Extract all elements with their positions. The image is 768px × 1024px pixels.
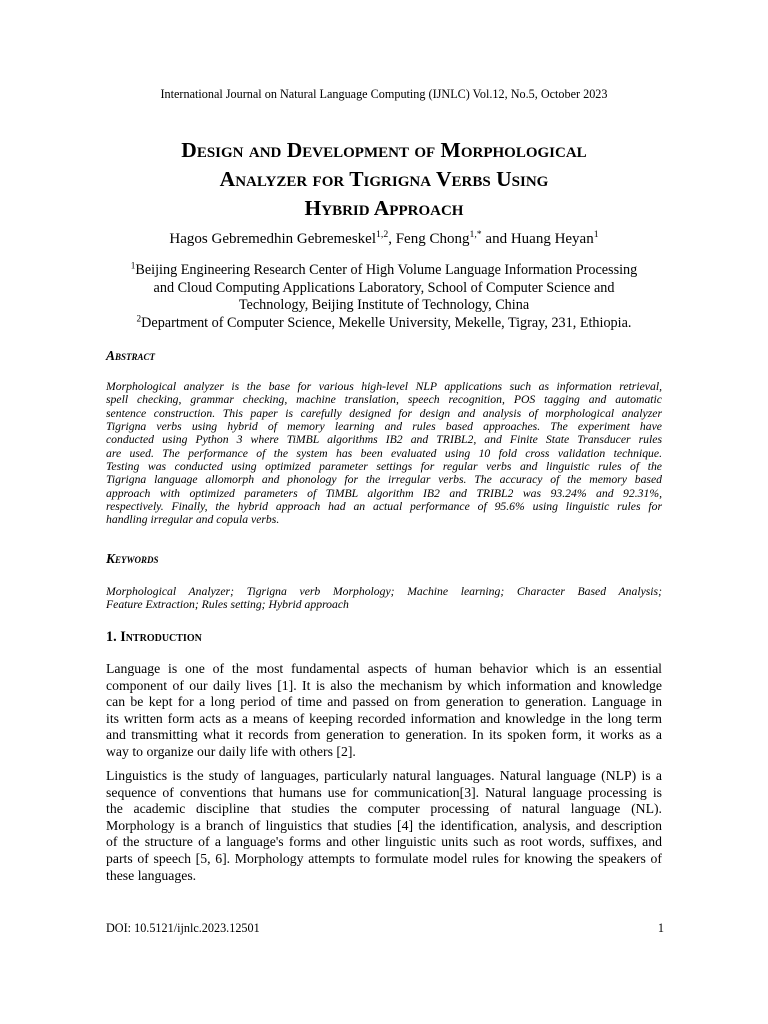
abstract-line: respectively. Finally, the hybrid approach had an actual performance of 95.6% using linguistic rules for	[106, 500, 662, 514]
affiliation-line: $^1$Beijing Engineering Research Center of High Volume Language Information Processing	[130, 260, 638, 278]
author-affiliation-mark: 1,2	[376, 229, 389, 240]
keywords-line: Morphological Analyzer; Tigrigna verb Morphology; Machine learning; Character Based Analysis;	[106, 585, 662, 598]
keywords-body	[106, 585, 662, 612]
paragraph-line: component of our daily lives [1]. It is also the mechanism by which information and knowledge	[106, 677, 662, 693]
abstract-body	[106, 380, 662, 527]
affiliations	[80, 262, 688, 332]
author-name: Hagos Gebremedhin Gebremeskel	[169, 231, 377, 247]
abstract-line: Testing was conducted using optimized parameter settings for regular verbs and linguistic rules of the	[106, 460, 662, 474]
paragraph-line: can be kept for a long period of time and passed on from generation to generation. Language in	[106, 694, 662, 710]
title-line: Design and Development of Morphological	[181, 138, 587, 162]
author-name: Feng Chong	[395, 231, 470, 247]
abstract-line: Morphological analyzer is the base for various high-level NLP applications such as information retrieval,	[106, 380, 662, 393]
paragraph-line: and transmitting what it records from generation to generation. In its spoken form, it works as a	[106, 727, 662, 743]
author-list	[0, 231, 768, 248]
paragraph-line: sequence of conventions that humans use for communication[3]. Natural language processing is	[106, 784, 662, 800]
abstract-line: Tigrigna verbs using hybrid of memory learning and rules based approaches. The experiment have	[106, 420, 662, 434]
paragraph-line: these languages.	[106, 867, 197, 883]
author-affiliation-mark: 1	[593, 229, 599, 240]
introduction-heading: 1. Introduction	[106, 629, 202, 645]
intro-paragraph-1	[106, 661, 662, 761]
keywords-heading: Keywords	[106, 551, 159, 566]
affiliation-line: Technology, Beijing Institute of Technology, China	[238, 297, 530, 313]
paragraph-line: Linguistics is the study of languages, particularly natural languages. Natural language (NLP) is a	[106, 768, 662, 783]
paragraph-line: the academic discipline that studies the computer processing of natural language (NL).	[106, 801, 662, 817]
author-separator: ,	[388, 231, 396, 247]
doi-footer: DOI: 10.5121/ijnlc.2023.12501	[106, 921, 260, 935]
abstract-line: conducted using Python 3 where TiMBL algorithms IB2 and TRIBL2, and Finite State Transducer rules	[106, 433, 662, 447]
page-number: 1	[657, 921, 664, 935]
title-line: Hybrid Approach	[304, 196, 464, 220]
abstract-line: are used. The performance of the system has been evaluated using 10 fold cross validation technique.	[106, 446, 662, 460]
paragraph-line: its written form acts as a means of keeping recorded information and knowledge in the long term	[106, 710, 662, 726]
paper-title	[80, 136, 688, 223]
affiliation-mark: 2	[136, 312, 142, 323]
affiliation-mark: 1	[130, 260, 136, 271]
affiliation-line: and Cloud Computing Applications Laboratory, School of Computer Science and	[153, 279, 615, 296]
abstract-line: spell checking, grammar checking, machine translation, speech recognition, POS tagging and automatic	[106, 393, 662, 407]
title-line: Analyzer for Tigrigna Verbs Using	[219, 167, 549, 191]
keywords-line: Feature Extraction; Rules setting; Hybrid approach	[106, 598, 349, 612]
author-separator: and	[481, 231, 511, 247]
abstract-line: handling irregular and copula verbs.	[106, 513, 280, 527]
paragraph-line: Morphology is a branch of linguistics that studies [4] the identification, analysis, and description	[106, 817, 662, 833]
paragraph-line: parts of speech [5, 6]. Morphology attempts to formulate model rules for knowing the speakers of	[106, 850, 662, 866]
paragraph-line: Language is one of the most fundamental aspects of human behavior which is an essential	[106, 661, 662, 676]
author-name: Huang Heyan	[510, 231, 594, 247]
paragraph-line: of the structure of a language's forms and other linguistic units such as root words, suffixes, and	[106, 834, 662, 850]
journal-header: International Journal on Natural Language Computing (IJNLC) Vol.12, No.5, October 2023	[160, 87, 608, 101]
paragraph-line: way to organize our daily life with others [2].	[106, 743, 356, 759]
affiliation-line: $^2$Department of Computer Science, Mekelle University, Mekelle, Tigray, 231, Ethiopia.	[136, 312, 632, 331]
author-affiliation-mark: 1,*	[469, 229, 482, 240]
abstract-heading: Abstract	[106, 348, 156, 363]
abstract-line: approach with optimized parameters of TiMBL algorithm IB2 and TRIBL2 was 93.24% and 92.31%,	[106, 486, 662, 500]
abstract-line: Tigrigna language allomorph and phonology for the irregular verbs. The accuracy of the memory based	[106, 473, 662, 487]
intro-paragraph-2	[106, 768, 662, 884]
abstract-line: sentence construction. This paper is carefully designed for design and analysis of morphological analyzer	[106, 406, 662, 420]
